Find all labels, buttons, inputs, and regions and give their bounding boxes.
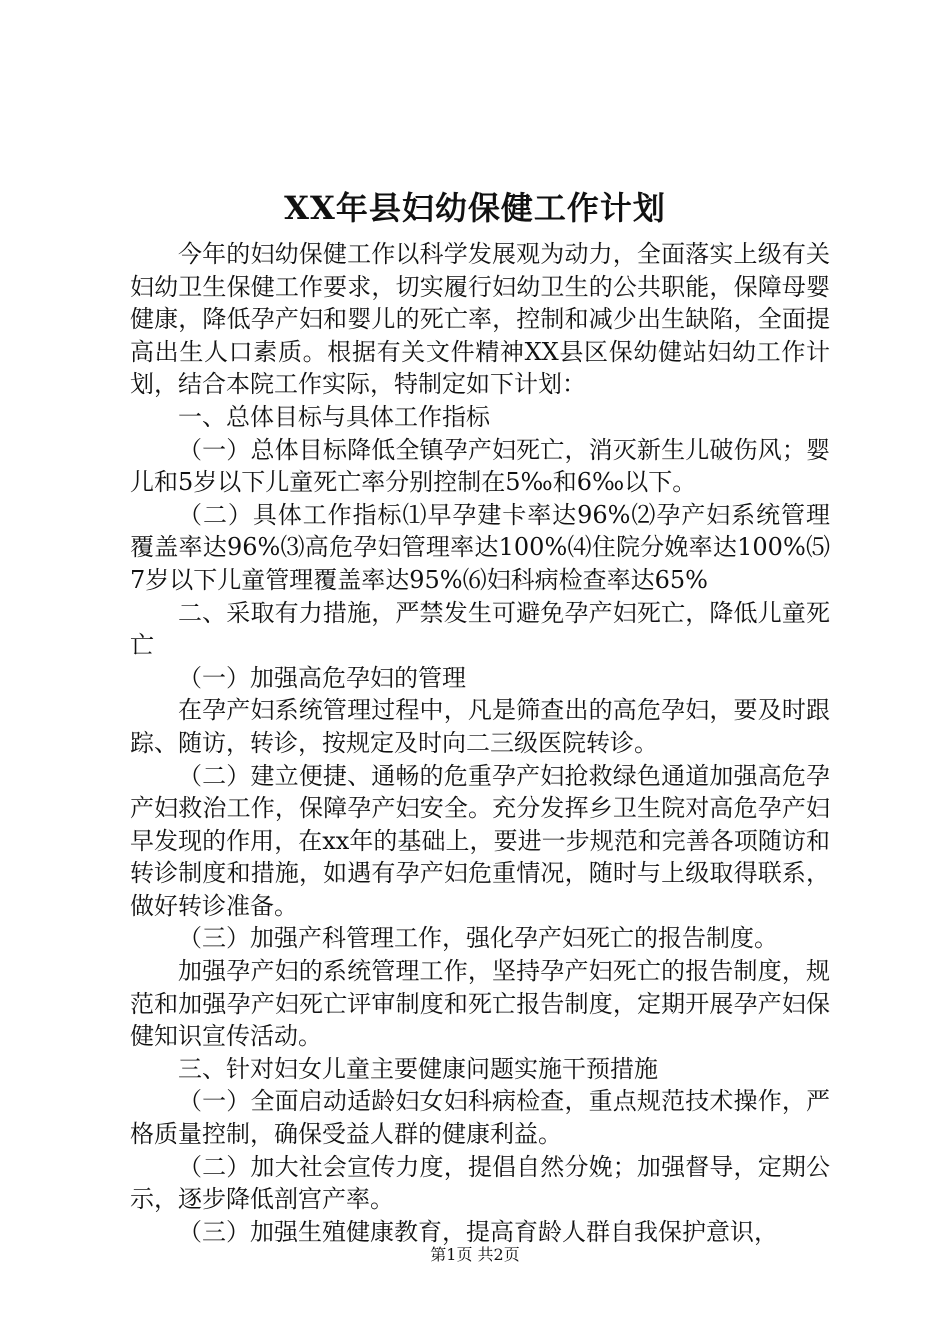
paragraph-reproductive-health: （三）加强生殖健康教育，提高育龄人群自我保护意识，	[178, 1217, 778, 1246]
paragraph-green-channel: （二）建立便捷、通畅的危重孕产妇抢救绿色通道加强高危孕产妇救治工作，保障孕产妇安全。充分发挥乡卫生院对高危孕产妇早发现的作用，在xx年的基础上，要进一步规范和完善各项随访和转诊制度和措施，如遇有孕产妇危重情况，随时与上级取得联系，做好转诊准备。	[130, 761, 830, 920]
subheading-obstetrics: （三）加强产科管理工作，强化孕产妇死亡的报告制度。	[178, 924, 778, 953]
page-footer: 第1页 共2页	[430, 1245, 520, 1264]
document-body	[130, 238, 830, 1248]
section-heading-2: 二、采取有力措施，严禁发生可避免孕产妇死亡，降低儿童死亡	[130, 598, 830, 660]
section-heading-3: 三、针对妇女儿童主要健康问题实施干预措施	[178, 1054, 658, 1083]
paragraph-intro: 今年的妇幼保健工作以科学发展观为动力，全面落实上级有关妇幼卫生保健工作要求，切实履行妇幼卫生的公共职能，保障母婴健康，降低孕产妇和婴儿的死亡率，控制和减少出生缺陷，全面提高出生人口素质。根据有关文件精神XX县区保幼健站妇幼工作计划，结合本院工作实际，特制定如下计划：	[130, 240, 830, 399]
document-title: XX年县妇幼保健工作计划	[284, 189, 666, 227]
paragraph-high-risk: 在孕产妇系统管理过程中，凡是筛查出的高危孕妇，要及时跟踪、随访，转诊，按规定及时向二三级医院转诊。	[130, 696, 830, 757]
paragraph-work-indicators: （二）具体工作指标⑴早孕建卡率达96%⑵孕产妇系统管理覆盖率达96%⑶高危孕妇管理率达100%⑷住院分娩率达100%⑸7岁以下儿童管理覆盖率达95%⑹妇科病检查率达65%	[130, 500, 830, 594]
paragraph-gynecology-check: （一）全面启动适龄妇女妇科病检查，重点规范技术操作，严格质量控制，确保受益人群的健康利益。	[130, 1087, 830, 1149]
paragraph-natural-birth: （二）加大社会宣传力度，提倡自然分娩；加强督导，定期公示，逐步降低剖宫产率。	[130, 1152, 830, 1214]
paragraph-overall-goal: （一）总体目标降低全镇孕产妇死亡，消灭新生儿破伤风；婴儿和5岁以下儿童死亡率分别控制在5‰和6‰以下。	[130, 435, 830, 497]
section-heading-1: 一、总体目标与具体工作指标	[178, 402, 490, 431]
subheading-high-risk: （一）加强高危孕妇的管理	[178, 663, 466, 692]
paragraph-obstetrics: 加强孕产妇的系统管理工作，坚持孕产妇死亡的报告制度，规范和加强孕产妇死亡评审制度和死亡报告制度，定期开展孕产妇保健知识宣传活动。	[130, 957, 830, 1051]
